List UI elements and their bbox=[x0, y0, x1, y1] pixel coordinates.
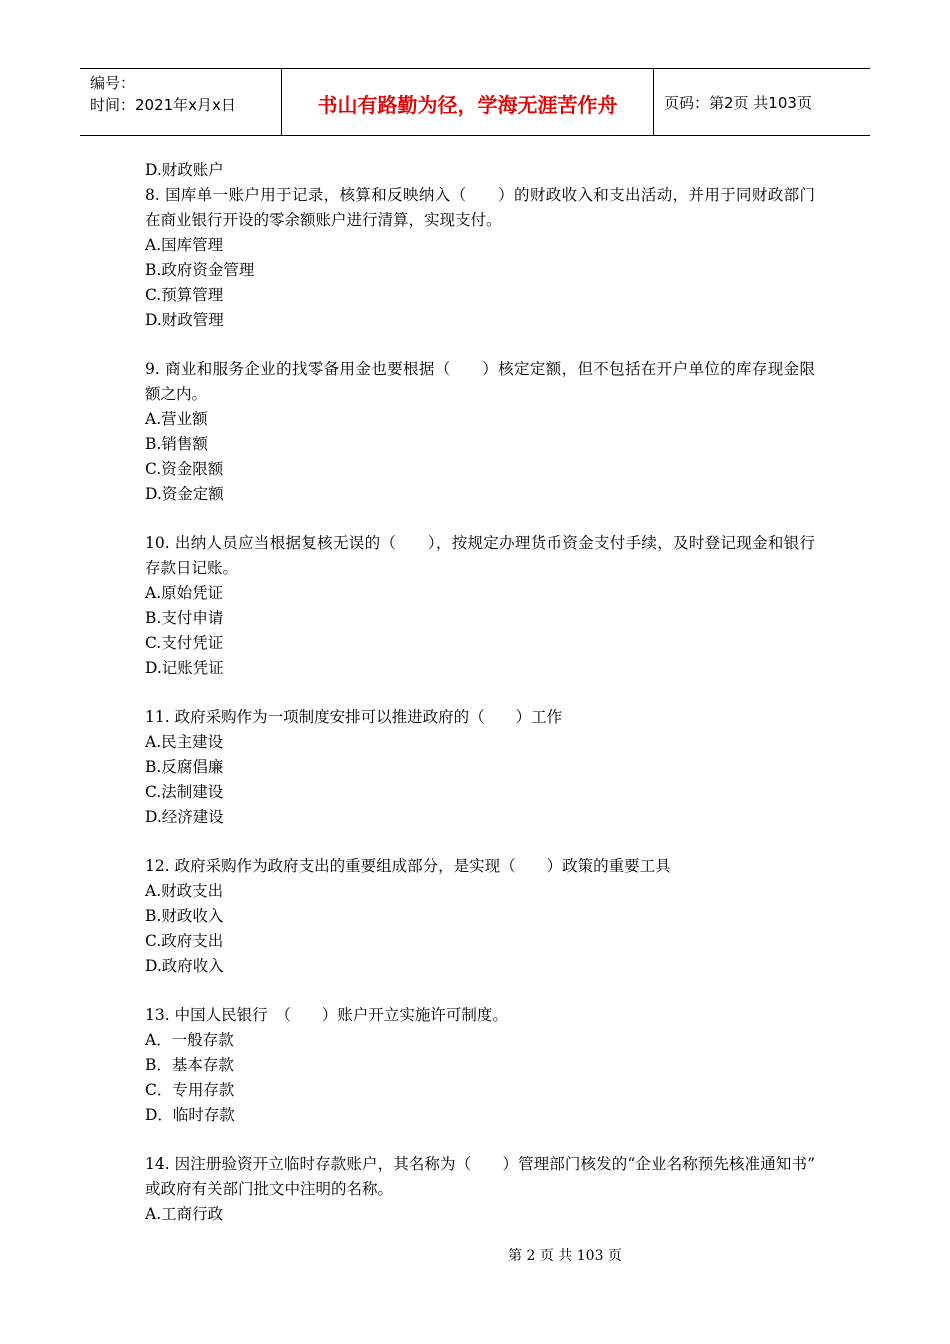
question-text: 8. 国库单一账户用于记录，核算和反映纳入（ ）的财政收入和支出活动，并用于同财政部门在商业银行开设的零余额账户进行清算，实现支付。 bbox=[145, 186, 815, 229]
header-meta bbox=[80, 69, 282, 135]
doc-time-label: 时间：2021年x月x日 bbox=[90, 96, 236, 114]
doc-number-label: 编号： bbox=[90, 74, 136, 92]
option: B.反腐倡廉 bbox=[145, 758, 224, 776]
option: C.支付凭证 bbox=[145, 634, 224, 652]
option: A.民主建设 bbox=[145, 733, 224, 751]
question-list bbox=[145, 158, 815, 1227]
option: A．一般存款 bbox=[145, 1031, 234, 1049]
option: C.法制建设 bbox=[145, 783, 224, 801]
option: A.国库管理 bbox=[145, 236, 224, 254]
option: B.支付申请 bbox=[145, 609, 224, 627]
question-14 bbox=[145, 1152, 815, 1227]
header-slogan: 书山有路勤为径，学海无涯苦作舟 bbox=[282, 69, 654, 135]
question-text: 10. 出纳人员应当根据复核无误的（ ），按规定办理货币资金支付手续，及时登记现金和银行存款日记账。 bbox=[145, 534, 815, 577]
option: D.资金定额 bbox=[145, 485, 224, 503]
option: D.记账凭证 bbox=[145, 659, 224, 677]
option: D.政府收入 bbox=[145, 957, 224, 975]
header-page-info: 页码：第2页 共103页 bbox=[664, 93, 812, 112]
option: B．基本存款 bbox=[145, 1056, 234, 1074]
question-text: 14. 因注册验资开立临时存款账户，其名称为（ ）管理部门核发的“企业名称预先核准通知书” 或政府有关部门批文中注明的名称。 bbox=[145, 1155, 815, 1198]
option: C.政府支出 bbox=[145, 932, 224, 950]
question-text: 9. 商业和服务企业的找零备用金也要根据（ ）核定定额，但不包括在开户单位的库存现金限额之内。 bbox=[145, 360, 815, 403]
question-text: 11. 政府采购作为一项制度安排可以推进政府的（ ）工作 bbox=[145, 708, 563, 726]
page-header bbox=[80, 68, 870, 136]
lead-option: D.财政账户 bbox=[145, 161, 224, 179]
option: A.营业额 bbox=[145, 410, 208, 428]
option: A.工商行政 bbox=[145, 1205, 224, 1223]
option: A.财政支出 bbox=[145, 882, 224, 900]
option: C.预算管理 bbox=[145, 286, 224, 304]
option: D.经济建设 bbox=[145, 808, 224, 826]
question-8 bbox=[145, 183, 815, 333]
question-text: 12. 政府采购作为政府支出的重要组成部分，是实现（ ）政策的重要工具 bbox=[145, 857, 671, 875]
option: D.财政管理 bbox=[145, 311, 224, 329]
option: A.原始凭证 bbox=[145, 584, 224, 602]
question-12 bbox=[145, 854, 815, 979]
option: B.销售额 bbox=[145, 435, 208, 453]
option: C．专用存款 bbox=[145, 1081, 235, 1099]
question-text: 13. 中国人民银行 （ ）账户开立实施许可制度。 bbox=[145, 1006, 508, 1024]
page-footer: 第 2 页 共 103 页 bbox=[508, 1248, 622, 1264]
option: D．临时存款 bbox=[145, 1106, 235, 1124]
option: B.财政收入 bbox=[145, 907, 224, 925]
question-13 bbox=[145, 1003, 815, 1128]
question-11 bbox=[145, 705, 815, 830]
question-10 bbox=[145, 531, 815, 681]
option: C.资金限额 bbox=[145, 460, 224, 478]
option: B.政府资金管理 bbox=[145, 261, 255, 279]
question-9 bbox=[145, 357, 815, 507]
